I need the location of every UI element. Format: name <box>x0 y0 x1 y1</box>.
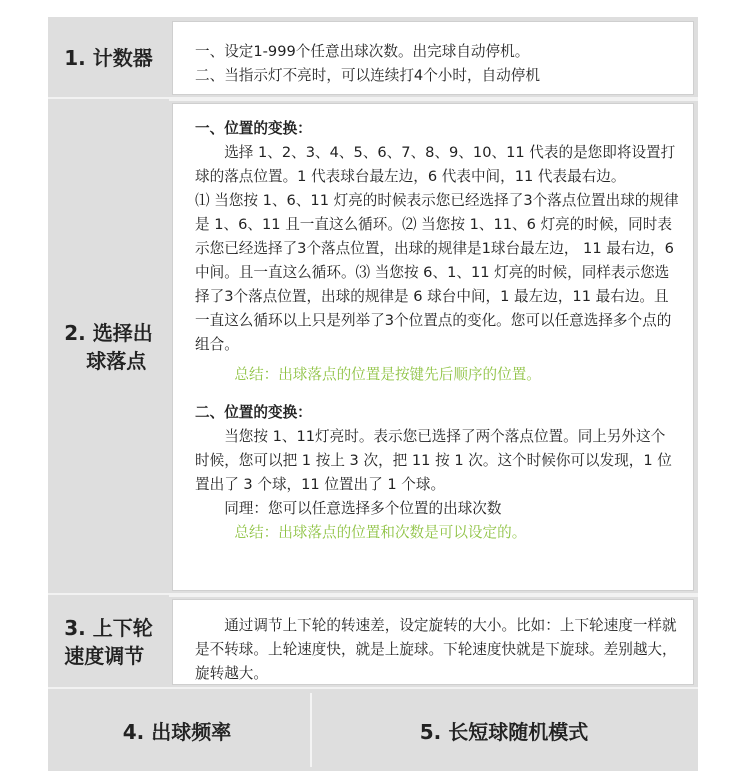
content-cell-landing-point <box>172 103 694 591</box>
section1-summary: 总结：出球落点的位置是按键先后顺序的位置。 <box>234 366 541 383</box>
counter-line-2: 二、当指示灯不亮时，可以连续打4个小时，自动停机 <box>195 67 540 84</box>
content-cell-wheel-speed <box>172 599 694 685</box>
label-wheel-speed-line2: 速度调节 <box>64 644 145 668</box>
content-wheel-speed <box>195 614 679 686</box>
label-landing-point-line2: 球落点 <box>86 349 147 373</box>
row-landing-point <box>48 99 698 595</box>
section1-para2: ⑴ 当您按 1、6、11 灯亮的时候表示您已经选择了3个落点位置出球的规律是 1、6、11 且一直这么循环。⑵ 当您按 1、11、6 灯亮的时候，同时表示您已经选择了3个落点位置，出球的规律是1球台最左边， 11 最右边，6 中间。且一直这么循环。⑶ 当您按 6、1、11 灯亮的时候，同样表示您选择了3个落点位置，出球的规律是 6 球台中间，1 最左边，11 最右边。且一直这么循环以上只是列举了3个位置点的变化。您可以任意选择多个点的组合。 <box>195 192 679 353</box>
label-landing-point <box>64 319 152 375</box>
section2-heading: 二、位置的变换： <box>195 404 312 421</box>
section1-para1: 选择 1、2、3、4、5、6、7、8、9、10、11 代表的是您即将设置打球的落点位置。1 代表球台最左边，6 代表中间，11 代表最右边。 <box>195 144 676 185</box>
spec-table <box>48 17 698 771</box>
section1-heading: 一、位置的变换： <box>195 120 312 137</box>
label-wheel-speed-line1: 3. 上下轮 <box>64 616 153 640</box>
row-wheel-speed <box>48 595 698 689</box>
label-wheel-speed <box>64 614 152 670</box>
label-random-mode: 5. 长短球随机模式 <box>310 693 696 767</box>
label-counter: 1. 计数器 <box>64 46 153 70</box>
section2-summary: 总结：出球落点的位置和次数是可以设定的。 <box>234 524 527 541</box>
section2-para1: 当您按 1、11灯亮时。表示您已选择了两个落点位置。同上另外这个时候，您可以把 1 按上 3 次，把 11 按 1 次。这个时候你可以发现，1 位置出了 3 个球，11 位置出了 1 个球。 <box>195 428 672 493</box>
label-cell-wheel-speed <box>48 595 169 689</box>
label-landing-point-line1: 2. 选择出 <box>64 321 153 345</box>
wheel-speed-para: 通过调节上下轮的转速差，设定旋转的大小。比如：上下轮速度一样就是不转球。上轮速度快，就是上旋球。下轮速度快就是下旋球。差别越大，旋转越大。 <box>195 617 677 682</box>
row-bottom <box>48 689 698 771</box>
content-counter <box>195 40 679 88</box>
label-ball-frequency: 4. 出球频率 <box>48 693 306 767</box>
counter-line-1: 一、设定1-999个任意出球次数。出完球自动停机。 <box>195 43 530 60</box>
content-landing-point <box>195 117 679 545</box>
label-cell-counter <box>48 17 169 99</box>
label-cell-landing-point <box>48 99 169 595</box>
content-cell-counter <box>172 21 694 95</box>
section2-para2: 同理：您可以任意选择多个位置的出球次数 <box>224 500 502 517</box>
row-counter <box>48 17 698 99</box>
